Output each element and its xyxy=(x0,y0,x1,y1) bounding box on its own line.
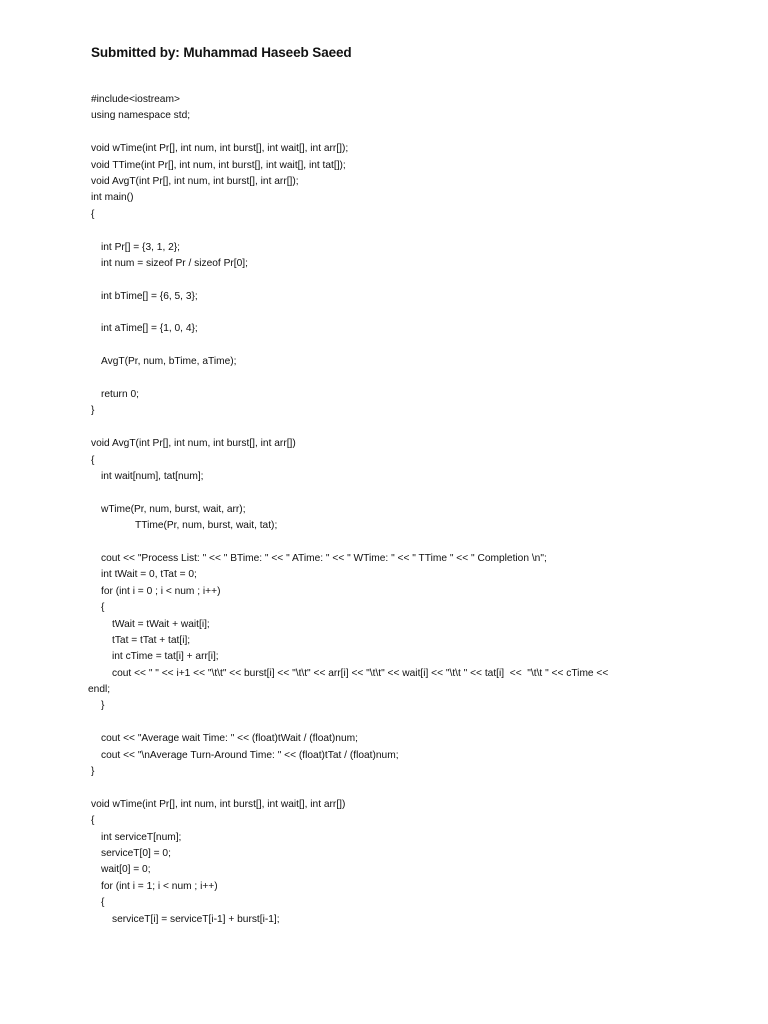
code-line xyxy=(91,535,731,551)
code-line: { xyxy=(101,602,105,614)
code-line: { xyxy=(91,815,95,827)
code-line xyxy=(91,371,731,387)
code-line: { xyxy=(91,454,95,466)
code-line: cout << "\nAverage Turn-Around Time: " << (float)tTat / (float)num; xyxy=(101,749,399,761)
code-line: void wTime(int Pr[], int num, int burst[], int wait[], int arr[]) xyxy=(91,798,346,810)
page-title: Submitted by: Muhammad Haseeb Saeed xyxy=(91,45,352,60)
code-line xyxy=(91,125,731,141)
code-line: int bTime[] = {6, 5, 3}; xyxy=(101,290,198,302)
code-line: int main() xyxy=(91,192,134,204)
code-line xyxy=(91,305,731,321)
code-line: int serviceT[num]; xyxy=(101,831,182,843)
code-line: wait[0] = 0; xyxy=(101,864,151,876)
code-line xyxy=(91,272,731,288)
code-line: return 0; xyxy=(101,389,139,401)
code-line: void AvgT(int Pr[], int num, int burst[], int arr[]) xyxy=(91,438,296,450)
code-line: int cTime = tat[i] + arr[i]; xyxy=(112,651,219,663)
code-line: cout << "Average wait Time: " << (float)tWait / (float)num; xyxy=(101,733,358,745)
code-line: { xyxy=(101,897,105,909)
code-line: int Pr[] = {3, 1, 2}; xyxy=(101,241,181,253)
code-line xyxy=(91,223,731,239)
code-line: serviceT[0] = 0; xyxy=(101,847,171,859)
code-line: AvgT(Pr, num, bTime, aTime); xyxy=(101,356,237,368)
code-line: tWait = tWait + wait[i]; xyxy=(112,618,210,630)
code-line: #include<iostream> xyxy=(91,94,180,105)
code-line: cout << "Process List: " << " BTime: " << " ATime: " << " WTime: " << " TTime " << " Completion \n"; xyxy=(101,552,547,564)
code-line: using namespace std; xyxy=(91,110,191,122)
code-line: for (int i = 1; i < num ; i++) xyxy=(101,880,218,892)
code-line: int wait[num], tat[num]; xyxy=(101,470,204,482)
code-line xyxy=(91,780,731,796)
code-line: void AvgT(int Pr[], int num, int burst[], int arr[]); xyxy=(91,175,299,187)
code-line: wTime(Pr, num, burst, wait, arr); xyxy=(101,503,246,515)
code-line: cout << " " << i+1 << "\t\t" << burst[i] << "\t\t" << arr[i] << "\t\t" << wait[i] << "\t\t " << tat[i] << "\t\t " << cTime << xyxy=(112,667,609,679)
code-line: for (int i = 0 ; i < num ; i++) xyxy=(101,585,221,597)
code-line xyxy=(91,715,731,731)
code-line: void TTime(int Pr[], int num, int burst[], int wait[], int tat[]); xyxy=(91,159,346,171)
code-listing xyxy=(88,92,731,928)
code-line: } xyxy=(91,766,95,778)
code-line: tTat = tTat + tat[i]; xyxy=(112,634,191,646)
code-line xyxy=(91,338,731,354)
code-line: int aTime[] = {1, 0, 4}; xyxy=(101,323,198,335)
code-line: endl; xyxy=(88,684,111,696)
code-line xyxy=(91,420,731,436)
code-line: serviceT[i] = serviceT[i-1] + burst[i-1]; xyxy=(112,913,280,925)
code-line xyxy=(91,485,731,501)
code-line: int num = sizeof Pr / sizeof Pr[0]; xyxy=(101,257,248,269)
code-line: } xyxy=(101,700,105,712)
code-line: TTime(Pr, num, burst, wait, tat); xyxy=(135,520,278,532)
code-line: } xyxy=(91,405,95,417)
code-line: int tWait = 0, tTat = 0; xyxy=(101,569,197,581)
code-line: void wTime(int Pr[], int num, int burst[], int wait[], int arr[]); xyxy=(91,143,349,155)
code-line: { xyxy=(91,208,95,220)
